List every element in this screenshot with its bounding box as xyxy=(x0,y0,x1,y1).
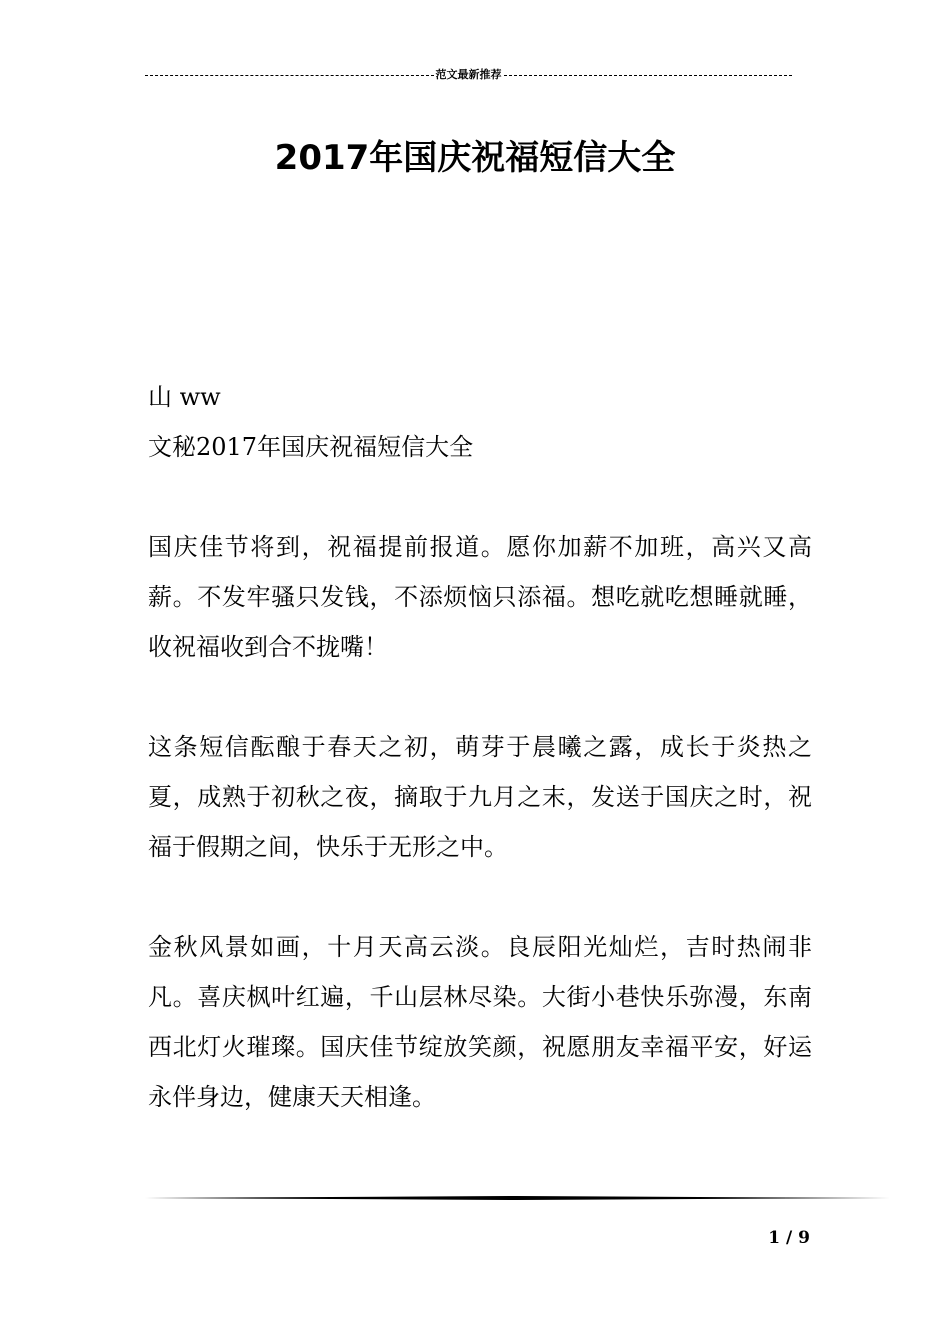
header-label: 范文最新推荐 xyxy=(435,68,502,81)
header-dash-left xyxy=(145,75,434,76)
paragraph-2: 这条短信酝酿于春天之初，萌芽于晨曦之露，成长于炎热之夏，成熟于初秋之夜，摘取于九月之末，发送于国庆之时，祝福于假期之间，快乐于无形之中。 xyxy=(148,733,812,861)
intro-line: 山 ww xyxy=(148,383,221,411)
footer-divider xyxy=(145,1196,890,1200)
paragraph-gap xyxy=(148,672,812,722)
paragraph-1: 国庆佳节将到，祝福提前报道。愿你加薪不加班，高兴又高薪。不发牢骚只发钱，不添烦恼只添福。想吃就吃想睡就睡，收祝福收到合不拢嘴！ xyxy=(148,533,812,661)
header-dash-right xyxy=(504,75,793,76)
footer-divider-shape xyxy=(145,1196,890,1200)
paragraph-3: 金秋风景如画，十月天高云淡。良辰阳光灿烂，吉时热闹非凡。喜庆枫叶红遍，千山层林尽染。大街小巷快乐弥漫，东南西北灯火璀璨。国庆佳节绽放笑颜，祝愿朋友幸福平安，好运永伴身边，健康天天相逢。 xyxy=(148,933,812,1111)
page-header xyxy=(145,66,792,84)
paragraph-gap xyxy=(148,872,812,922)
subtitle-line: 文秘2017年国庆祝福短信大全 xyxy=(148,433,474,461)
document-body xyxy=(148,372,812,1122)
paragraph-gap xyxy=(148,472,812,522)
page-number: 1 / 9 xyxy=(768,1228,810,1248)
document-title: 2017年国庆祝福短信大全 xyxy=(274,138,676,178)
